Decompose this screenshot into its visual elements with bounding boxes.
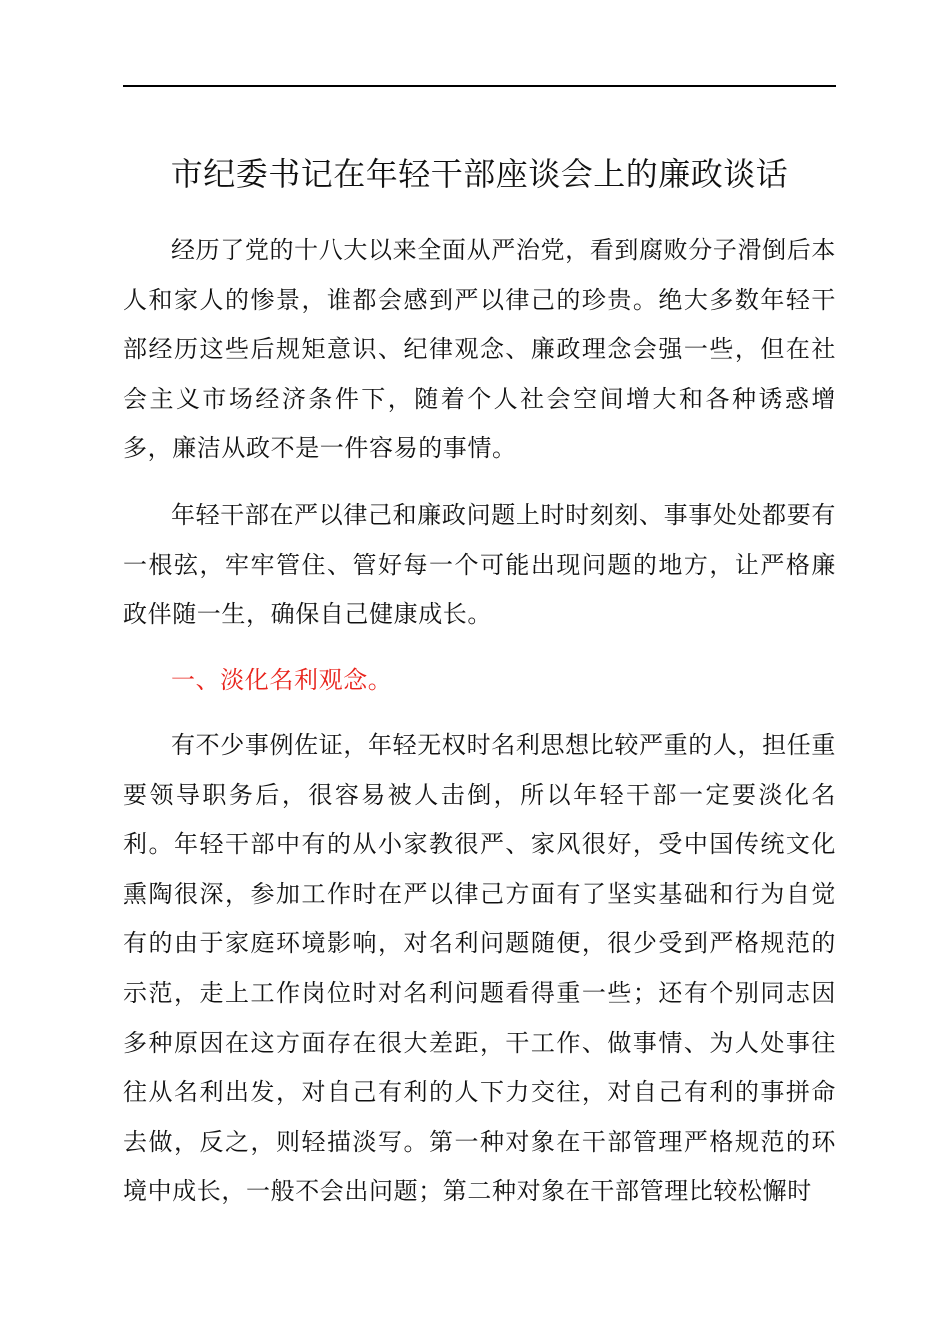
document-title: 市纪委书记在年轻干部座谈会上的廉政谈话 <box>170 155 789 193</box>
section-heading: 一、淡化名利观念。 <box>171 666 393 694</box>
paragraph-intro: 经历了党的十八大以来全面从严治党，看到腐败分子滑倒后本人和家人的惨景，谁都会感到严以律己的珍贵。绝大多数年轻干部经历这些后规矩意识、纪律观念、廉政理念会强一些，但在社会主义市场经济条件下，随着个人社会空间增大和各种诱惑增多，廉洁从政不是一件容易的事情。 <box>123 236 836 463</box>
paragraph-second: 年轻干部在严以律己和廉政问题上时时刻刻、事事处处都要有一根弦，牢牢管住、管好每一个可能出现问题的地方，让严格廉政伴随一生，确保自己健康成长。 <box>123 501 836 629</box>
section-paragraph: 有不少事例佐证，年轻无权时名利思想比较严重的人，担任重要领导职务后，很容易被人击倒，所以年轻干部一定要淡化名利。年轻干部中有的从小家教很严、家风很好，受中国传统文化熏陶很深，参加工作时在严以律己方面有了坚实基础和行为自觉有的由于家庭环境影响，对名利问题随便，很少受到严格规范的示范，走上工作岗位时对名利问题看得重一些；还有个别同志因多种原因在这方面存在很大差距，干工作、做事情、为人处事往往从名利出发，对自己有利的人下力交往，对自己有利的事拼命去做，反之，则轻描淡写。第一种对象在干部管理严格规范的环境中成长，一般不会出问题；第二种对象在干部管理比较松懈时 <box>123 731 836 1206</box>
header-rule <box>123 85 836 87</box>
